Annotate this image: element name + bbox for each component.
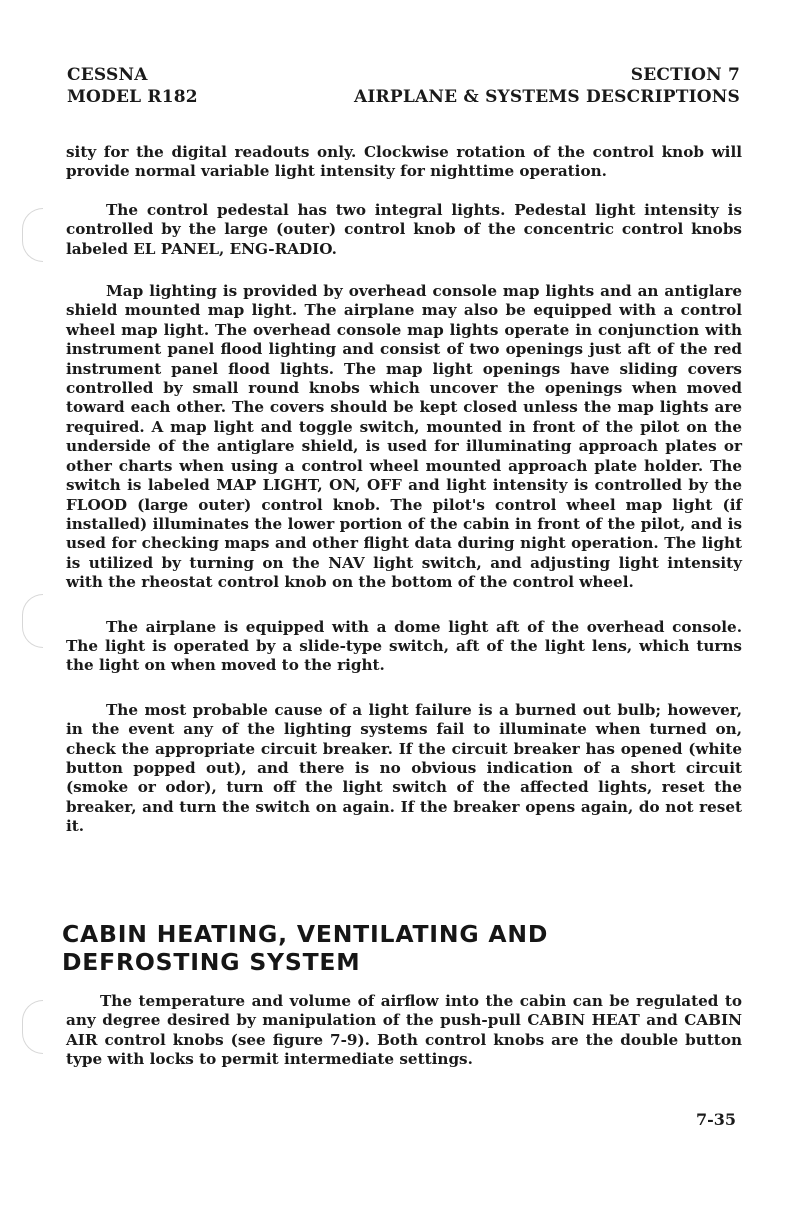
body-text bbox=[66, 143, 742, 837]
model: MODEL R182 bbox=[67, 87, 198, 107]
section-heading-line2: DEFROSTING SYSTEM bbox=[62, 948, 361, 976]
paragraph-dome-light: The airplane is equipped with a dome light aft of the overhead console. The light is operated by a slide-type switch, aft of the light lens, which turns the light on when moved to the right. bbox=[66, 617, 742, 675]
section-heading bbox=[62, 920, 742, 976]
paragraph-continued: sity for the digital readouts only. Clockwise rotation of the control knob will provide normal variable light intensity for nighttime operation. bbox=[66, 143, 742, 181]
manufacturer: CESSNA bbox=[67, 65, 148, 85]
section-heading-line1: CABIN HEATING, VENTILATING AND bbox=[62, 920, 549, 948]
header-right bbox=[354, 64, 740, 108]
paragraph-cabin-heat: The temperature and volume of airflow into the cabin can be regulated to any degree desired by manipulation of the push-pull CABIN HEAT and CABIN AIR control knobs (see figure 7-9). Both control knobs are the double button type with locks to permit intermediate settings. bbox=[66, 992, 742, 1069]
binding-hole-mark bbox=[22, 1000, 43, 1054]
paragraph-pedestal-lights: The control pedestal has two integral lights. Pedestal light intensity is controlled by the large (outer) control knob of the concentric control knobs labeled EL PANEL, ENG-RADIO. bbox=[66, 200, 742, 258]
paragraph-light-failure: The most probable cause of a light failure is a burned out bulb; however, in the event any of the lighting systems fail to illuminate when turned on, check the appropriate circuit breaker. If the circuit breaker has opened (white button popped out), and there is no obvious indication of a short circuit (smoke or odor), turn off the light switch of the affected lights, reset the breaker, and turn the switch on again. If the breaker opens again, do not reset it. bbox=[66, 700, 742, 836]
binding-hole-mark bbox=[22, 208, 43, 262]
binding-hole-mark bbox=[22, 594, 43, 648]
header-left bbox=[67, 64, 198, 108]
paragraph-map-lighting: Map lighting is provided by overhead console map lights and an antiglare shield mounted map light. The airplane may also be equipped with a control wheel map light. The overhead console map lights operate in conjunction with instrument panel flood lighting and consist of two openings just aft of the red instrument panel flood lights. The map light openings have sliding covers controlled by small round knobs which uncover the openings when moved toward each other. The covers should be kept closed unless the map lights are required. A map light and toggle switch, mounted in front of the pilot on the underside of the antiglare shield, is used for illuminating approach plates or other charts when using a control wheel mounted approach plate holder. The switch is labeled MAP LIGHT, ON, OFF and light intensity is controlled by the FLOOD (large outer) control knob. The pilot's control wheel map light (if installed) illuminates the lower portion of the cabin in front of the pilot, and is used for checking maps and other flight data during night operation. The light is utilized by turning on the NAV light switch, and adjusting light intensity with the rheostat control knob on the bottom of the control wheel. bbox=[66, 282, 742, 592]
page-number: 7-35 bbox=[695, 1110, 736, 1129]
section-title: AIRPLANE & SYSTEMS DESCRIPTIONS bbox=[354, 87, 740, 107]
section-number: SECTION 7 bbox=[630, 65, 740, 85]
